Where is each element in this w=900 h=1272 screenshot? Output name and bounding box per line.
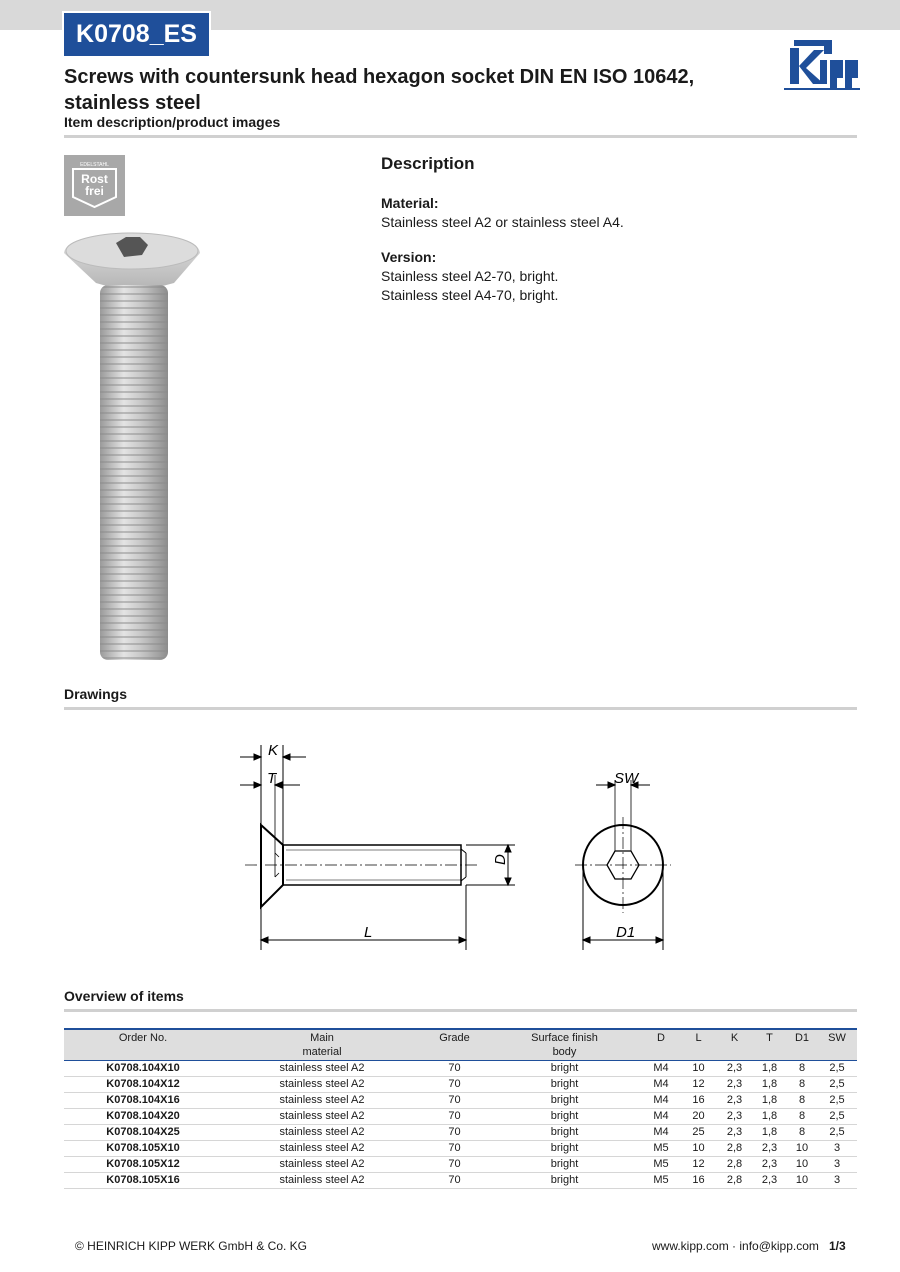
column-header-line-1: SW <box>828 1032 846 1044</box>
column-header <box>717 1029 752 1061</box>
description-title: Description <box>381 154 475 173</box>
table-row <box>64 1157 857 1173</box>
column-header <box>64 1029 222 1061</box>
table-cell: 70 <box>422 1125 487 1141</box>
table-cell: 2,5 <box>817 1061 857 1077</box>
table-cell: stainless steel A2 <box>222 1061 422 1077</box>
table-cell: 2,8 <box>717 1157 752 1173</box>
overview-heading: Overview of items <box>64 988 184 1004</box>
table-header-row <box>64 1029 857 1061</box>
column-header <box>787 1029 817 1061</box>
table-cell: 1,8 <box>752 1109 787 1125</box>
table-cell: 3 <box>817 1157 857 1173</box>
table-cell: 2,3 <box>717 1061 752 1077</box>
table-cell: 2,5 <box>817 1125 857 1141</box>
table-cell: 2,3 <box>717 1077 752 1093</box>
table-cell: bright <box>487 1141 642 1157</box>
table-body <box>64 1061 857 1189</box>
table-cell: 8 <box>787 1077 817 1093</box>
footer-page-number: 1/3 <box>829 1239 846 1253</box>
order-number-cell: K0708.105X10 <box>64 1141 222 1157</box>
column-header-line-1: Order No. <box>118 1032 168 1044</box>
table-cell: 2,3 <box>717 1125 752 1141</box>
dim-label-d1: D1 <box>616 924 636 941</box>
column-header-line-1: D <box>657 1032 665 1044</box>
table-cell: 2,3 <box>717 1093 752 1109</box>
table-cell: M4 <box>642 1061 680 1077</box>
table-cell: 8 <box>787 1061 817 1077</box>
column-header-line-1: L <box>695 1032 702 1044</box>
dim-label-k: K <box>268 742 279 759</box>
product-image-screw <box>64 225 204 665</box>
table-cell: 16 <box>680 1173 717 1189</box>
dim-label-d: D <box>492 854 509 865</box>
table-cell: 10 <box>787 1157 817 1173</box>
material-block <box>381 194 624 232</box>
dim-label-t: T <box>267 770 277 787</box>
table-cell: 2,3 <box>717 1109 752 1125</box>
table-cell: bright <box>487 1093 642 1109</box>
table-row <box>64 1125 857 1141</box>
overview-divider <box>64 1009 857 1012</box>
dim-label-sw: SW <box>614 770 639 787</box>
table-cell: 3 <box>817 1141 857 1157</box>
table-cell: 12 <box>680 1077 717 1093</box>
table-cell: bright <box>487 1125 642 1141</box>
table-cell: 10 <box>680 1061 717 1077</box>
column-header-line-1: T <box>766 1032 773 1044</box>
version-label: Version: <box>381 249 437 265</box>
table-cell: bright <box>487 1077 642 1093</box>
table-cell: 70 <box>422 1141 487 1157</box>
drawings-heading: Drawings <box>64 686 128 702</box>
table-cell: 70 <box>422 1061 487 1077</box>
table-cell: stainless steel A2 <box>222 1173 422 1189</box>
table-cell: 10 <box>680 1141 717 1157</box>
table-cell: 70 <box>422 1093 487 1109</box>
page-title: Screws with countersunk head hexagon socket DIN EN ISO 10642, stainless steel <box>64 66 695 114</box>
order-number-cell: K0708.104X10 <box>64 1061 222 1077</box>
rostfrei-badge <box>64 155 125 216</box>
table-cell: stainless steel A2 <box>222 1141 422 1157</box>
footer-contact[interactable]: www.kipp.com · info@kipp.com <box>652 1239 819 1253</box>
footer-copyright: © HEINRICH KIPP WERK GmbH & Co. KG <box>75 1239 307 1253</box>
technical-drawing <box>230 735 690 960</box>
table-cell: 70 <box>422 1157 487 1173</box>
version-block <box>381 248 558 305</box>
column-header-line-1: Grade <box>439 1032 470 1044</box>
product-code-badge: K0708_ES <box>64 13 209 56</box>
column-header <box>422 1029 487 1061</box>
table-cell: M5 <box>642 1173 680 1189</box>
table-cell: bright <box>487 1157 642 1173</box>
table-cell: 2,3 <box>752 1173 787 1189</box>
version-line-1: Stainless steel A2-70, bright. <box>381 268 559 284</box>
column-header-line-2: material <box>302 1046 342 1058</box>
table-cell: bright <box>487 1061 642 1077</box>
table-cell: M5 <box>642 1141 680 1157</box>
table-cell: stainless steel A2 <box>222 1125 422 1141</box>
svg-text:Rost: Rost <box>81 172 108 186</box>
table-cell: 16 <box>680 1093 717 1109</box>
table-cell: 12 <box>680 1157 717 1173</box>
column-header <box>680 1029 717 1061</box>
table-cell: 2,3 <box>752 1157 787 1173</box>
table-row <box>64 1109 857 1125</box>
material-label: Material: <box>381 195 439 211</box>
table-cell: 10 <box>787 1173 817 1189</box>
table-cell: 10 <box>787 1141 817 1157</box>
table-cell: stainless steel A2 <box>222 1157 422 1173</box>
table-cell: 70 <box>422 1077 487 1093</box>
column-header <box>487 1029 642 1061</box>
table-cell: 1,8 <box>752 1093 787 1109</box>
table-cell: 1,8 <box>752 1061 787 1077</box>
table-row <box>64 1061 857 1077</box>
order-number-cell: K0708.104X20 <box>64 1109 222 1125</box>
column-header-line-1: D1 <box>794 1032 810 1044</box>
table-cell: 2,8 <box>717 1173 752 1189</box>
column-header <box>752 1029 787 1061</box>
table-cell: 2,8 <box>717 1141 752 1157</box>
table-row <box>64 1173 857 1189</box>
table-cell: M4 <box>642 1093 680 1109</box>
table-cell: M4 <box>642 1109 680 1125</box>
drawings-divider <box>64 707 857 710</box>
column-header-line-1: K <box>730 1032 739 1044</box>
version-line-2: Stainless steel A4-70, bright. <box>381 287 559 303</box>
table-cell: 25 <box>680 1125 717 1141</box>
table-cell: 3 <box>817 1173 857 1189</box>
svg-text:frei: frei <box>85 184 104 198</box>
table-cell: 70 <box>422 1173 487 1189</box>
column-header-line-2: body <box>552 1046 577 1058</box>
column-header <box>642 1029 680 1061</box>
column-header <box>817 1029 857 1061</box>
table-cell: stainless steel A2 <box>222 1077 422 1093</box>
column-header <box>222 1029 422 1061</box>
table-cell: M5 <box>642 1157 680 1173</box>
table-cell: 2,5 <box>817 1077 857 1093</box>
table-row <box>64 1077 857 1093</box>
table-row <box>64 1141 857 1157</box>
table-cell: 70 <box>422 1109 487 1125</box>
table-cell: bright <box>487 1173 642 1189</box>
column-header-line-1: Main <box>310 1032 334 1044</box>
order-number-cell: K0708.105X16 <box>64 1173 222 1189</box>
order-number-cell: K0708.104X12 <box>64 1077 222 1093</box>
table-cell: 2,5 <box>817 1109 857 1125</box>
table-cell: 2,5 <box>817 1093 857 1109</box>
table-cell: 20 <box>680 1109 717 1125</box>
column-header-line-1: Surface finish <box>531 1032 598 1044</box>
table-cell: 2,3 <box>752 1141 787 1157</box>
kipp-logo <box>784 38 860 94</box>
header-divider <box>64 135 857 138</box>
order-number-cell: K0708.104X25 <box>64 1125 222 1141</box>
material-text: Stainless steel A2 or stainless steel A4. <box>381 214 624 230</box>
table-cell: bright <box>487 1109 642 1125</box>
order-number-cell: K0708.105X12 <box>64 1157 222 1173</box>
table-cell: 8 <box>787 1093 817 1109</box>
page-subtitle: Item description/product images <box>64 114 281 130</box>
table-cell: M4 <box>642 1077 680 1093</box>
table-cell: 1,8 <box>752 1077 787 1093</box>
table-cell: 8 <box>787 1125 817 1141</box>
dim-label-l: L <box>364 924 373 941</box>
svg-text:EDELSTAHL: EDELSTAHL <box>80 162 109 168</box>
items-table <box>64 1028 857 1189</box>
table-cell: 1,8 <box>752 1125 787 1141</box>
order-number-cell: K0708.104X16 <box>64 1093 222 1109</box>
table-cell: stainless steel A2 <box>222 1109 422 1125</box>
table-cell: M4 <box>642 1125 680 1141</box>
table-cell: stainless steel A2 <box>222 1093 422 1109</box>
table-cell: 8 <box>787 1109 817 1125</box>
table-row <box>64 1093 857 1109</box>
